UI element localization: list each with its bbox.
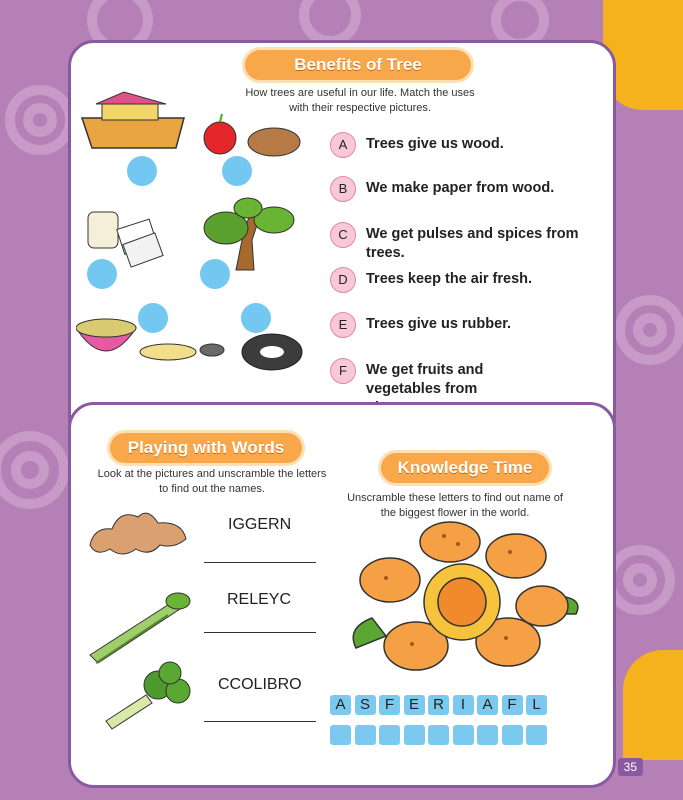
answer-letter-box[interactable] (355, 725, 376, 745)
answer-letter-box[interactable] (428, 725, 449, 745)
scrambled-letter-tile: L (526, 695, 547, 715)
scrambled-word-1: IGGERN (228, 516, 292, 533)
potato-picture (248, 128, 300, 156)
celery-picture (90, 593, 190, 663)
answer-dot-houseboat[interactable] (127, 156, 157, 186)
option-text: Trees give us rubber. (366, 316, 512, 332)
answer-letter-box[interactable] (526, 725, 547, 745)
answer-dot-paper[interactable] (87, 259, 117, 289)
option-e (330, 312, 590, 338)
scrambled-letter-tile: F (502, 695, 523, 715)
option-text: We make paper from wood. (366, 180, 555, 196)
words-instruction-line-2: to find out the names. (159, 483, 265, 495)
tyre-picture (242, 334, 302, 370)
scrambled-letter-tile: R (428, 695, 449, 715)
answer-letter-box[interactable] (502, 725, 523, 745)
corner-decoration-bottom (623, 650, 683, 760)
answer-dot-pulses[interactable] (138, 303, 168, 333)
option-letter: F (330, 358, 356, 384)
benefits-instruction-line-1: How trees are useful in our life. Match the uses (245, 87, 475, 99)
scrambled-word-2: RELEYC (227, 591, 292, 608)
option-letter: B (330, 176, 356, 202)
option-text: Trees give us wood. (366, 136, 504, 152)
words-instructions (82, 467, 342, 497)
scrambled-word-3: CCOLIBRO (218, 676, 302, 693)
scrambled-letter-tile: S (355, 695, 376, 715)
answer-dot-tyre[interactable] (241, 303, 271, 333)
answer-line-2[interactable] (204, 632, 316, 633)
option-d (330, 267, 590, 293)
words-title: Playing with Words (110, 433, 302, 463)
scrambled-letter-tile: F (379, 695, 400, 715)
option-a (330, 132, 590, 158)
option-text: We get pulses and spices from trees. (366, 226, 579, 261)
knowledge-instruction-line-1: Unscramble these letters to find out name of (347, 492, 563, 504)
option-c (330, 222, 592, 263)
scrambled-letter-tile: E (404, 695, 425, 715)
knowledge-title: Knowledge Time (381, 453, 549, 483)
answer-line-3[interactable] (204, 721, 316, 722)
option-b (330, 176, 590, 202)
benefits-instruction-line-2: with their respective pictures. (289, 102, 431, 114)
ginger-picture (90, 513, 186, 554)
option-letter: E (330, 312, 356, 338)
answer-letter-box[interactable] (379, 725, 400, 745)
broccoli-picture (106, 662, 190, 729)
option-text: We get fruits and vegetables from (366, 362, 484, 397)
answer-dot-tree[interactable] (200, 259, 230, 289)
scrambled-letter-tile: I (453, 695, 474, 715)
answer-letter-box[interactable] (404, 725, 425, 745)
option-letter: D (330, 267, 356, 293)
option-letter: C (330, 222, 356, 248)
answer-dot-apple-potato[interactable] (222, 156, 252, 186)
scrambled-letter-tile: A (477, 695, 498, 715)
knowledge-instructions (330, 491, 580, 521)
knowledge-instruction-line-2: the biggest flower in the world. (380, 507, 530, 519)
benefits-pictures (76, 90, 316, 380)
answer-letter-box[interactable] (453, 725, 474, 745)
houseboat-picture (82, 92, 184, 148)
apple-picture (204, 114, 236, 154)
option-letter: A (330, 132, 356, 158)
option-text: Trees keep the air fresh. (366, 271, 533, 287)
benefits-title: Benefits of Tree (245, 50, 471, 80)
answer-line-1[interactable] (204, 562, 316, 563)
page-number: 35 (618, 758, 643, 776)
words-pictures (86, 505, 196, 735)
scrambled-letter-tile: A (330, 695, 351, 715)
words-instruction-line-1: Look at the pictures and unscramble the letters (97, 468, 327, 480)
answer-letter-box[interactable] (330, 725, 351, 745)
answer-letter-box[interactable] (477, 725, 498, 745)
rafflesia-flower-picture (346, 518, 586, 684)
